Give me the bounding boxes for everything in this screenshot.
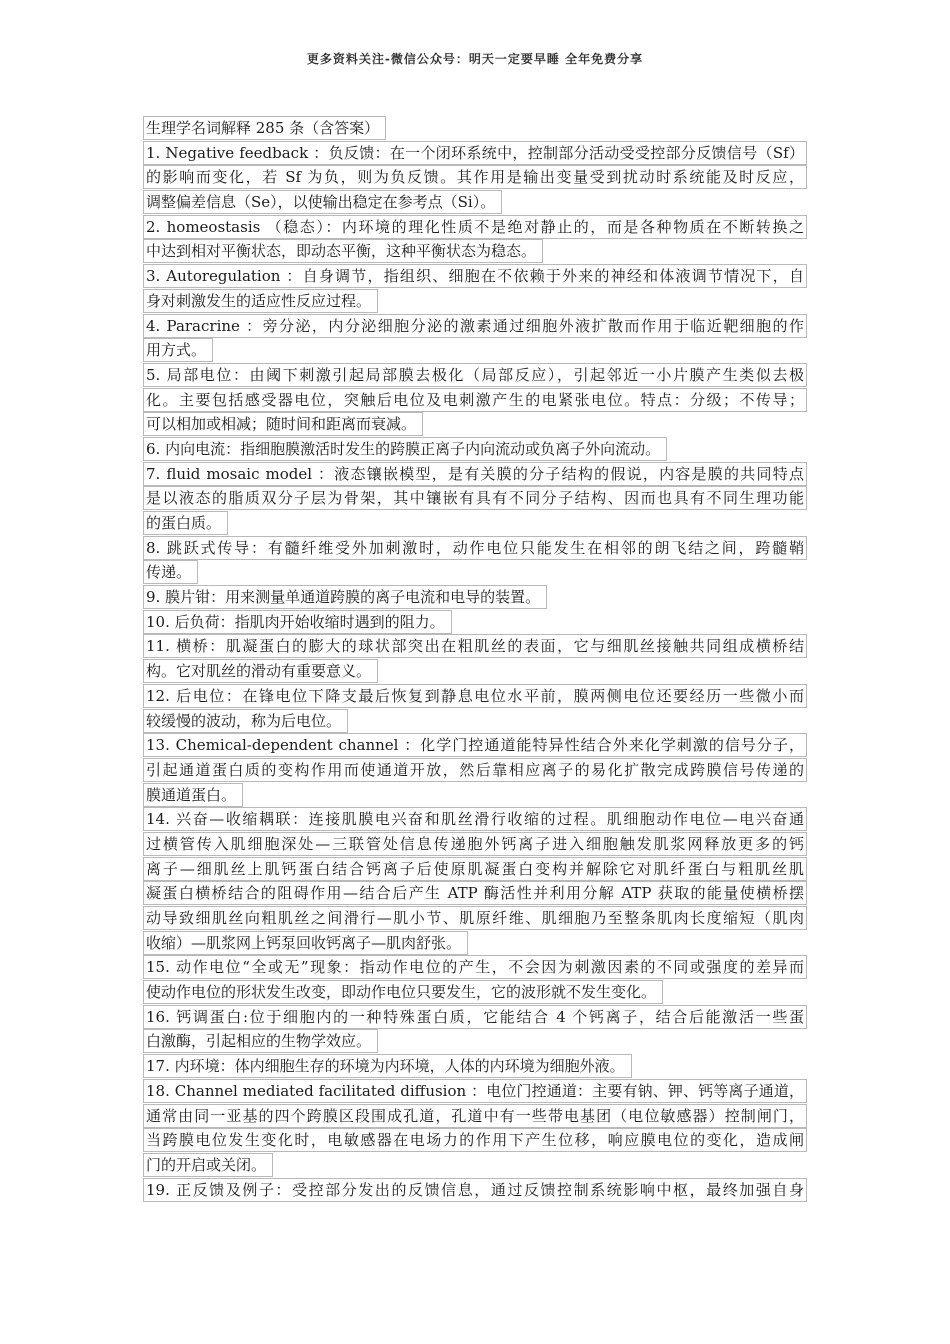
- text-line: [143, 437, 807, 462]
- text-line-content: 离子—细肌丝上肌钙蛋白结合钙离子后使原肌凝蛋白变构并解除它对肌纤蛋白与粗肌丝肌: [143, 857, 807, 881]
- text-line-content: 16. 钙调蛋白:位于细胞内的一种特殊蛋白质，它能结合 4 个钙离子，结合后能激活一些蛋: [143, 1005, 807, 1029]
- page-header: 更多资料关注-微信公众号：明天一定要早睡 全年免费分享: [306, 52, 644, 66]
- text-line: [143, 190, 807, 215]
- text-line: [143, 807, 807, 832]
- text-line: [143, 1054, 807, 1079]
- text-line: [143, 289, 807, 314]
- text-line: [143, 758, 807, 783]
- text-line-content: 19. 正反馈及例子：受控部分发出的反馈信息，通过反馈控制系统影响中枢，最终加强自身: [143, 1178, 807, 1202]
- text-line: [143, 1104, 807, 1129]
- text-line-content: 6. 内向电流：指细胞膜激活时发生的跨膜正离子内向流动或负离子外向流动。: [143, 437, 667, 461]
- text-line-content: 门的开启或关闭。: [143, 1153, 273, 1177]
- text-line: [143, 511, 807, 536]
- text-line-content: 白激酶，引起相应的生物学效应。: [143, 1029, 378, 1053]
- text-line-content: 2. homeostasis （稳态）：内环境的理化性质不是绝对静止的，而是各种物质在不断转换之: [143, 215, 807, 239]
- text-line: [143, 733, 807, 758]
- text-line-content: 化。主要包括感受器电位，突触后电位及电刺激产生的电紧张电位。特点：分级；不传导；: [143, 388, 807, 412]
- text-line: [143, 1079, 807, 1104]
- text-line-content: 构。它对肌丝的滑动有重要意义。: [143, 659, 378, 683]
- text-line: [143, 931, 807, 956]
- text-line-content: 10. 后负荷：指肌肉开始收缩时遇到的阻力。: [143, 610, 452, 634]
- text-line: [143, 881, 807, 906]
- text-line: [143, 955, 807, 980]
- text-line-content: 5. 局部电位：由阈下刺激引起局部膜去极化（局部反应），引起邻近一小片膜产生类似去极: [143, 363, 807, 387]
- text-line: [143, 585, 807, 610]
- text-line: [143, 783, 807, 808]
- text-line-content: 可以相加或相减；随时间和距离而衰减。: [143, 412, 423, 436]
- text-line-content: 11. 横桥：肌凝蛋白的膨大的球状部突出在粗肌丝的表面，它与细肌丝接触共同组成横桥结: [143, 634, 807, 658]
- text-line-content: 调整偏差信息（Se），以使输出稳定在参考点（Si）。: [143, 190, 502, 214]
- text-line-content: 4. Paracrine ：旁分泌，内分泌细胞分泌的激素通过细胞外液扩散而作用于临近靶细胞的作: [143, 314, 807, 338]
- text-line-content: 中达到相对平衡状态，即动态平衡，这种平衡状态为稳态。: [143, 239, 543, 263]
- text-line: [143, 165, 807, 190]
- text-line: [143, 239, 807, 264]
- text-line: [143, 264, 807, 289]
- text-line-content: 通常由同一亚基的四个跨膜区段围成孔道，孔道中有一些带电基团（电位敏感器）控制闸门，: [143, 1104, 807, 1128]
- text-line: [143, 1029, 807, 1054]
- text-line: [143, 215, 807, 240]
- text-line-content: 动导致细肌丝向粗肌丝之间滑行—肌小节、肌原纤维、肌细胞乃至整条肌肉长度缩短（肌肉: [143, 906, 807, 930]
- text-line-content: 18. Channel mediated facilitated diffusion ：电位门控通道：主要有钠、钾、钙等离子通道，: [143, 1079, 807, 1103]
- text-line: [143, 338, 807, 363]
- text-line: [143, 610, 807, 635]
- text-line: [143, 684, 807, 709]
- text-line: [143, 536, 807, 561]
- text-line-content: 12. 后电位：在锋电位下降支最后恢复到静息电位水平前，膜两侧电位还要经历一些微小而: [143, 684, 807, 708]
- text-line: [143, 462, 807, 487]
- text-line-content: 13. Chemical-dependent channel ：化学门控通道能特异性结合外来化学刺激的信号分子，: [143, 733, 807, 757]
- text-line-content: 引起通道蛋白质的变构作用而使通道开放，然后靠相应离子的易化扩散完成跨膜信号传递的: [143, 758, 807, 782]
- text-line-content: 的蛋白质。: [143, 511, 228, 535]
- text-line: [143, 363, 807, 388]
- text-line-content: 7. fluid mosaic model ：液态镶嵌模型，是有关膜的分子结构的假说，内容是膜的共同特点: [143, 462, 807, 486]
- text-line-content: 较缓慢的波动，称为后电位。: [143, 709, 348, 733]
- text-line-content: 凝蛋白横桥结合的阻碍作用—结合后产生 ATP 酶活性并利用分解 ATP 获取的能量使横桥摆: [143, 881, 807, 905]
- text-line-content: 膜通道蛋白。: [143, 783, 243, 807]
- text-line: [143, 634, 807, 659]
- text-line: [143, 1005, 807, 1030]
- text-line-content: 8. 跳跃式传导：有髓纤维受外加刺激时，动作电位只能发生在相邻的朗飞结之间，跨髓鞘: [143, 536, 807, 560]
- text-line-content: 17. 内环境：体内细胞生存的环境为内环境，人体的内环境为细胞外液。: [143, 1054, 632, 1078]
- text-line-content: 过横管传入肌细胞深处—三联管处信息传递胞外钙离子进入细胞触发肌浆网释放更多的钙: [143, 832, 807, 856]
- text-line-content: 生理学名词解释 285 条（含答案）: [143, 116, 386, 140]
- text-line: [143, 314, 807, 339]
- text-line: [143, 857, 807, 882]
- text-line: [143, 906, 807, 931]
- text-line: [143, 560, 807, 585]
- text-line: [143, 659, 807, 684]
- text-line-content: 当跨膜电位发生变化时，电敏感器在电场力的作用下产生位移，响应膜电位的变化，造成闸: [143, 1128, 807, 1152]
- text-line: [143, 412, 807, 437]
- text-line: [143, 116, 807, 141]
- text-line-content: 是以液态的脂质双分子层为骨架，其中镶嵌有具有不同分子结构、因而也具有不同生理功能: [143, 486, 807, 510]
- document-body: [143, 116, 807, 1202]
- text-line-content: 传递。: [143, 560, 198, 584]
- text-line-content: 9. 膜片钳：用来测量单通道跨膜的离子电流和电导的装置。: [143, 585, 547, 609]
- text-line: [143, 1178, 807, 1203]
- text-line: [143, 832, 807, 857]
- text-line-content: 使动作电位的形状发生改变，即动作电位只要发生，它的波形就不发生变化。: [143, 980, 663, 1004]
- text-line: [143, 1128, 807, 1153]
- text-line-content: 收缩）—肌浆网上钙泵回收钙离子—肌肉舒张。: [143, 931, 468, 955]
- text-line-content: 14. 兴奋—收缩耦联：连接肌膜电兴奋和肌丝滑行收缩的过程。肌细胞动作电位—电兴奋通: [143, 807, 807, 831]
- text-line: [143, 980, 807, 1005]
- text-line-content: 15. 动作电位“全或无”现象：指动作电位的产生，不会因为刺激因素的不同或强度的差异而: [143, 955, 807, 979]
- text-line: [143, 388, 807, 413]
- text-line-content: 用方式。: [143, 338, 213, 362]
- text-line-content: 身对刺激发生的适应性反应过程。: [143, 289, 378, 313]
- text-line: [143, 141, 807, 166]
- text-line-content: 1. Negative feedback ：负反馈：在一个闭环系统中，控制部分活动受受控部分反馈信号（Sf）: [143, 141, 807, 165]
- text-line: [143, 709, 807, 734]
- text-line: [143, 486, 807, 511]
- text-line-content: 3. Autoregulation ：自身调节，指组织、细胞在不依赖于外来的神经和体液调节情况下，自: [143, 264, 807, 288]
- text-line: [143, 1153, 807, 1178]
- text-line-content: 的影响而变化，若 Sf 为负，则为负反馈。其作用是输出变量受到扰动时系统能及时反应，: [143, 165, 807, 189]
